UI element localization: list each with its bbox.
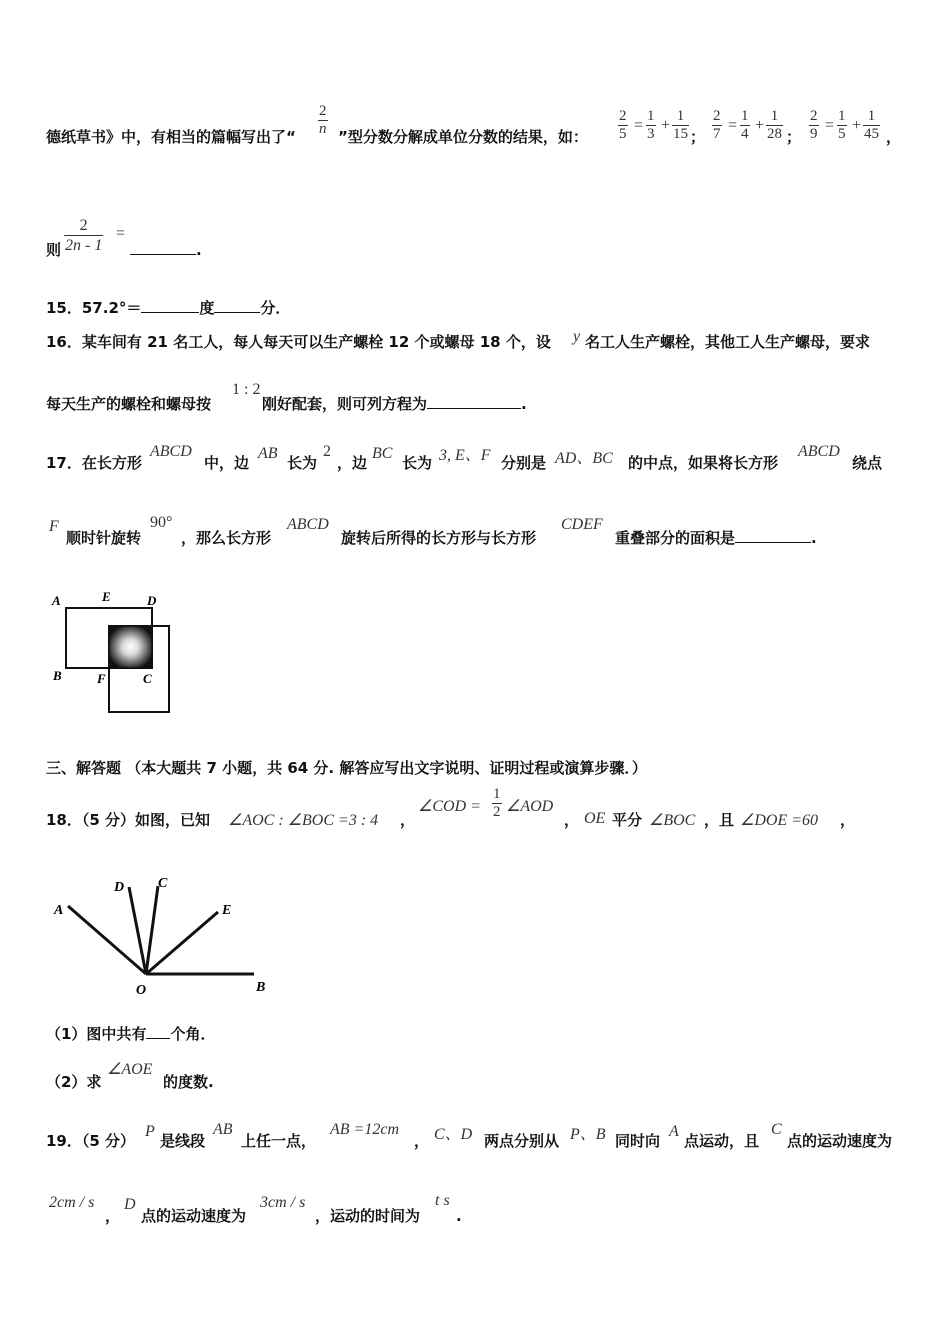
q19-t5: 同时向	[615, 1132, 661, 1150]
q17-t7: 绕点	[852, 454, 883, 472]
q19-t3: ，	[414, 1132, 430, 1150]
q19-t7: 点的运动速度为	[787, 1132, 893, 1150]
label-f: F	[97, 671, 106, 686]
q17-t2: 长为	[287, 454, 318, 472]
answer-blank[interactable]	[130, 240, 196, 255]
ex2-term2	[766, 108, 783, 143]
angle-figure	[46, 872, 276, 1002]
fraction-numerator: 2	[319, 103, 327, 119]
angle-ratio: ∠AOC : ∠BOC =3 : 4	[228, 812, 379, 829]
comma: ，	[840, 811, 856, 829]
plus-sign: +	[755, 117, 765, 134]
ray-oe-line	[146, 912, 218, 974]
ray-oe: OE	[584, 810, 606, 827]
overlap-region	[109, 626, 152, 668]
ex3-term1	[837, 108, 847, 143]
q16-line1: 16．某车间有 21 名工人，每人每天可以生产螺栓 12 个或螺母 18 个，设	[46, 333, 551, 351]
q15-expression: 57.2°＝	[81, 299, 142, 317]
label-c: C	[143, 671, 152, 686]
q14-then: 则	[46, 241, 62, 259]
q19-t1: 是线段	[160, 1132, 206, 1150]
ex2-term1-num: 1	[741, 108, 749, 124]
q14-text-a: 德纸草书》中，有相当的篇幅写出了“	[46, 128, 296, 146]
ex1-term2-num: 1	[676, 108, 685, 124]
equals-sign: =	[728, 117, 738, 134]
ex2-term2-den: 28	[767, 126, 782, 142]
q17-t1: 中，边	[204, 454, 250, 472]
q19-t8: ，	[105, 1207, 121, 1225]
label-o: O	[136, 983, 147, 998]
ex3-term2-den: 45	[864, 126, 879, 142]
q19-t2: 上任一点，	[241, 1132, 317, 1150]
q19-t6: 点运动，且	[684, 1132, 760, 1150]
plus-sign: +	[661, 117, 671, 134]
point-c: C	[771, 1121, 782, 1138]
rectangle-rotation-figure	[46, 592, 186, 722]
speed-d: 3cm / s	[260, 1194, 306, 1211]
sub1-tail: 个角．	[170, 1025, 216, 1043]
bc: BC	[372, 445, 393, 462]
period: .	[456, 1207, 462, 1225]
label-e: E	[222, 903, 232, 918]
q19-t9: 点的运动速度为	[141, 1207, 247, 1225]
length-two: 2	[323, 443, 331, 460]
ex1-num: 2	[619, 108, 627, 124]
ex2-num: 2	[713, 108, 721, 124]
ex3-term2-num: 1	[867, 108, 876, 124]
equation-blank[interactable]	[427, 394, 521, 409]
q17-t11-text: 重叠部分的面积是	[615, 529, 736, 547]
ex1-term2	[672, 108, 689, 143]
ab-length: AB =12cm	[330, 1121, 399, 1138]
ex2-term1-den: 4	[741, 126, 749, 142]
ex1-term1	[646, 108, 656, 143]
angle-cod: ∠COD =	[418, 798, 481, 815]
q19-num: 19．（5 分）	[46, 1132, 136, 1150]
area-blank[interactable]	[735, 528, 811, 543]
ex1-term1-den: 3	[647, 126, 655, 142]
ex2-term1	[740, 108, 750, 143]
separator: ；	[786, 128, 802, 146]
q18-sub2a: （2）求	[46, 1073, 102, 1091]
angle-boc: ∠BOC	[649, 812, 696, 829]
q15-number: 15．	[46, 299, 82, 317]
q16-line2b	[262, 394, 527, 414]
comma: ，	[564, 811, 580, 829]
question-fraction	[64, 216, 103, 255]
ex3-term1-num: 1	[838, 108, 846, 124]
question-fraction-den: 2n - 1	[65, 237, 103, 254]
cdef: CDEF	[561, 516, 603, 533]
q17-num: 17．在长方形	[46, 454, 142, 472]
q18-num: 18．（5 分）如图，已知	[46, 811, 211, 829]
label-e: E	[102, 592, 111, 604]
q16-line1b: 名工人生产螺栓，其他工人生产螺母，要求	[585, 333, 871, 351]
ex3-lhs	[809, 108, 819, 143]
label-c: C	[158, 876, 168, 891]
label-b: B	[53, 668, 62, 683]
points-pb: P、B	[570, 1126, 606, 1143]
three-e-f: 3, E、F	[439, 447, 491, 464]
q17-t6: 的中点，如果将长方形	[628, 454, 779, 472]
ratio: 1 : 2	[232, 381, 261, 398]
q16-line2b-text: 刚好配套，则可列方程为	[262, 395, 428, 413]
q16-line2a: 每天生产的螺栓和螺母按	[46, 395, 212, 413]
q18-t1: 平分	[612, 811, 643, 829]
minute-blank[interactable]	[214, 298, 260, 313]
q17-t3: ，边	[337, 454, 368, 472]
separator: ；	[690, 128, 706, 146]
angle-aod: ∠AOD	[506, 798, 554, 815]
segment-ab: AB	[213, 1121, 233, 1138]
point-d: D	[124, 1196, 136, 1213]
angle-aoe: ∠AOE	[107, 1061, 153, 1078]
equals-sign: =	[825, 117, 835, 134]
ex3-den: 9	[810, 126, 818, 142]
fraction-denominator: n	[319, 121, 327, 137]
period: .	[521, 395, 527, 413]
period: .	[811, 529, 817, 547]
ray-oc	[146, 886, 158, 974]
label-b: B	[256, 980, 266, 995]
angle-count-blank[interactable]	[146, 1024, 170, 1039]
degree-label: 度	[199, 299, 215, 317]
q18-t2: ，且	[704, 811, 735, 829]
ex2-lhs	[712, 108, 722, 143]
q14-answer-line	[130, 240, 202, 260]
point-p: P	[145, 1123, 155, 1140]
minute-label: 分．	[260, 299, 291, 317]
sub1-text: （1）图中共有	[46, 1025, 147, 1043]
label-a: A	[54, 903, 64, 918]
q17-t10: 旋转后所得的长方形与长方形	[341, 529, 537, 547]
label-d: D	[147, 593, 157, 608]
label-a: A	[52, 593, 61, 608]
q14-text-b: ”型分数分解成单位分数的结果，如：	[338, 128, 588, 146]
abcd-3: ABCD	[287, 516, 329, 533]
q19-t4: 两点分别从	[484, 1132, 560, 1150]
ex1-term2-den: 15	[673, 126, 688, 142]
point-f: F	[49, 518, 59, 535]
comma: ，	[400, 811, 416, 829]
ad-bc: AD、BC	[555, 450, 613, 467]
q19-t10: ，运动的时间为	[315, 1207, 421, 1225]
q17-t4: 长为	[402, 454, 433, 472]
ex3-num: 2	[810, 108, 818, 124]
abcd-2: ABCD	[798, 443, 840, 460]
fraction-one-half	[492, 786, 502, 821]
equals-sign: =	[116, 225, 126, 242]
var-y: y	[573, 328, 581, 345]
ab: AB	[258, 445, 278, 462]
abcd: ABCD	[150, 443, 192, 460]
speed-c: 2cm / s	[49, 1194, 95, 1211]
equals-sign: =	[634, 117, 644, 134]
half-num: 1	[493, 786, 501, 802]
q17-t8: 顺时针旋转	[66, 529, 142, 547]
fraction-2-over-n	[318, 103, 328, 138]
time-t: t s	[435, 1192, 450, 1209]
ninety-degrees: 90°	[150, 514, 173, 531]
half-den: 2	[493, 804, 501, 820]
ex2-den: 7	[713, 126, 721, 142]
plus-sign: +	[852, 117, 862, 134]
point-a: A	[669, 1123, 679, 1140]
ex3-term1-den: 5	[838, 126, 846, 142]
points-cd: C、D	[434, 1126, 473, 1143]
q15-line	[46, 298, 290, 318]
ex1-lhs	[618, 108, 628, 143]
degree-blank[interactable]	[141, 298, 199, 313]
period: .	[196, 241, 202, 259]
q17-t11	[615, 528, 817, 548]
comma: ，	[886, 128, 902, 146]
ex1-term1-num: 1	[647, 108, 655, 124]
section-title: 三、解答题 （本大题共 7 小题，共 64 分. 解答应写出文字说明、证明过程或演算步骤．）	[46, 759, 647, 777]
ex1-den: 5	[619, 126, 627, 142]
q18-sub2b: 的度数.	[163, 1073, 214, 1091]
q17-t5: 分别是	[501, 454, 547, 472]
angle-doe: ∠DOE =60	[740, 812, 819, 829]
question-fraction-num: 2	[79, 217, 88, 234]
ex2-term2-num: 1	[770, 108, 779, 124]
ex3-term2	[863, 108, 880, 143]
label-d: D	[114, 880, 125, 895]
q17-t9: ，那么长方形	[181, 529, 272, 547]
q18-sub1	[46, 1024, 215, 1044]
